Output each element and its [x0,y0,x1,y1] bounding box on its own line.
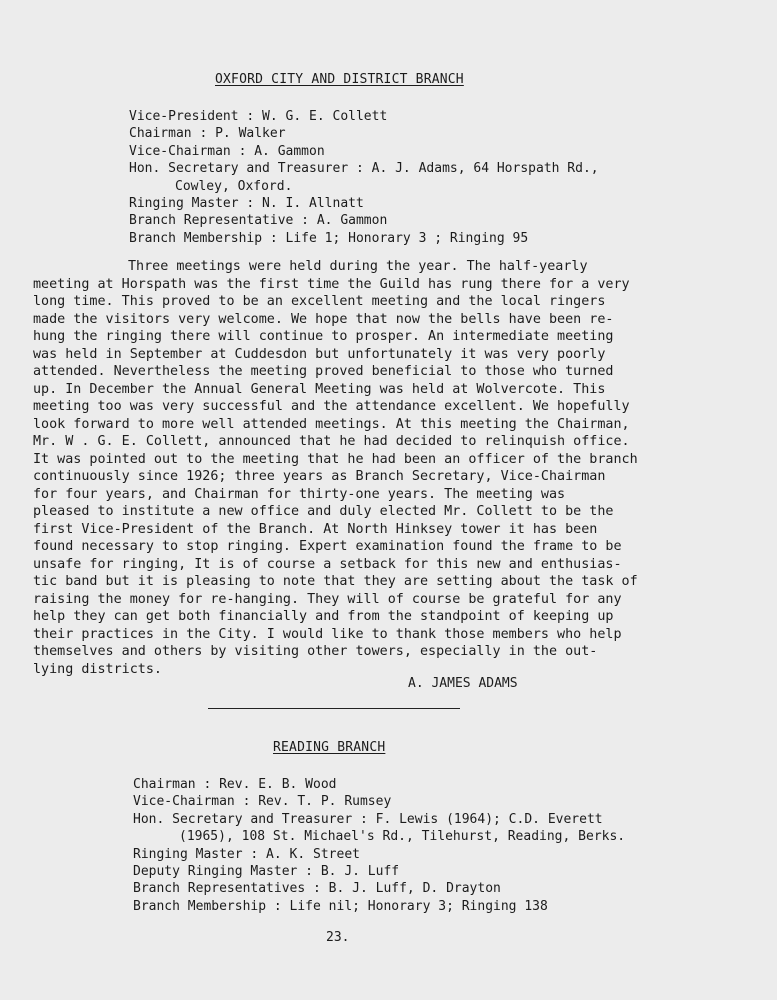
report-line: lying districts. [33,661,162,677]
report-line: first Vice-President of the Branch. At North Hinksey tower it has been [33,521,598,537]
report-line: for four years, and Chairman for thirty-one years. The meeting was [33,486,566,502]
reading-officers-list [133,776,625,915]
report-line: It was pointed out to the meeting that he had been an officer of the branch [33,451,638,467]
oxford-representative: Branch Representative : A. Gammon [129,213,388,229]
oxford-vice-president: Vice-President : W. G. E. Collett [129,109,388,124]
report-line: was held in September at Cuddesdon but unfortunately it was very poorly [33,346,606,362]
report-line: Three meetings were held during the year. The half-yearly [128,259,588,274]
oxford-secretary-address: Cowley, Oxford. [175,178,293,194]
oxford-chairman: Chairman : P. Walker [129,126,286,142]
report-line: up. In December the Annual General Meeting was held at Wolvercote. This [33,381,606,397]
reading-secretary: Hon. Secretary and Treasurer : F. Lewis (1964); C.D. Everett [133,811,603,827]
report-line: meeting too was very successful and the attendance excellent. We hopefully [33,399,630,414]
reading-branch-heading: READING BRANCH [273,740,386,755]
report-line: unsafe for ringing, It is of course a setback for this new and enthusias- [33,556,622,572]
reading-membership: Branch Membership : Life nil; Honorary 3; Ringing 138 [133,898,548,914]
oxford-ringing-master: Ringing Master : N. I. Allnatt [129,196,364,212]
oxford-report-paragraph [33,258,755,678]
report-line: Mr. W . G. E. Collett, announced that he had decided to relinquish office. [33,434,630,449]
report-line: continuously since 1926; three years as Branch Secretary, Vice-Chairman [33,469,606,484]
report-line: pleased to institute a new office and duly elected Mr. Collett to be the [33,504,614,519]
reading-ringing-master: Ringing Master : A. K. Street [133,846,360,862]
report-line: hung the ringing there will continue to prosper. An intermediate meeting [33,329,614,344]
reading-vice-chairman: Vice-Chairman : Rev. T. P. Rumsey [133,794,392,810]
page-number: 23. [326,930,350,945]
reading-representatives: Branch Representatives : B. J. Luff, D. Drayton [133,881,501,897]
reading-secretary-address: (1965), 108 St. Michael's Rd., Tilehurst, Reading, Berks. [179,829,626,845]
report-line: themselves and others by visiting other towers, especially in the out- [33,644,598,659]
reading-deputy-ringing-master: Deputy Ringing Master : B. J. Luff [133,864,400,880]
report-line: meeting at Horspath was the first time the Guild has rung there for a very [33,276,630,292]
section-divider [208,708,460,709]
oxford-secretary: Hon. Secretary and Treasurer : A. J. Adams, 64 Horspath Rd., [129,161,599,177]
report-line: long time. This proved to be an excellent meeting and the local ringers [33,294,606,309]
oxford-vice-chairman: Vice-Chairman : A. Gammon [129,143,325,159]
report-line: look forward to more well attended meetings. At this meeting the Chairman, [33,416,630,432]
reading-chairman: Chairman : Rev. E. B. Wood [133,777,337,792]
report-line: their practices in the City. I would like to thank those members who help [33,626,622,642]
report-line: found necessary to stop ringing. Expert examination found the frame to be [33,539,622,554]
report-line: raising the money for re-hanging. They will of course be grateful for any [33,591,622,607]
report-line: attended. Nevertheless the meeting proved beneficial to those who turned [33,364,614,379]
oxford-officers-list [129,108,599,247]
report-line: tic band but it is pleasing to note that they are setting about the task of [33,574,638,589]
oxford-branch-heading: OXFORD CITY AND DISTRICT BRANCH [215,72,464,87]
oxford-membership: Branch Membership : Life 1; Honorary 3 ; Ringing 95 [129,230,529,246]
report-line: help they can get both financially and from the standpoint of keeping up [33,609,614,624]
report-line: made the visitors very welcome. We hope that now the bells have been re- [33,311,614,327]
oxford-report-signature: A. JAMES ADAMS [408,676,518,691]
